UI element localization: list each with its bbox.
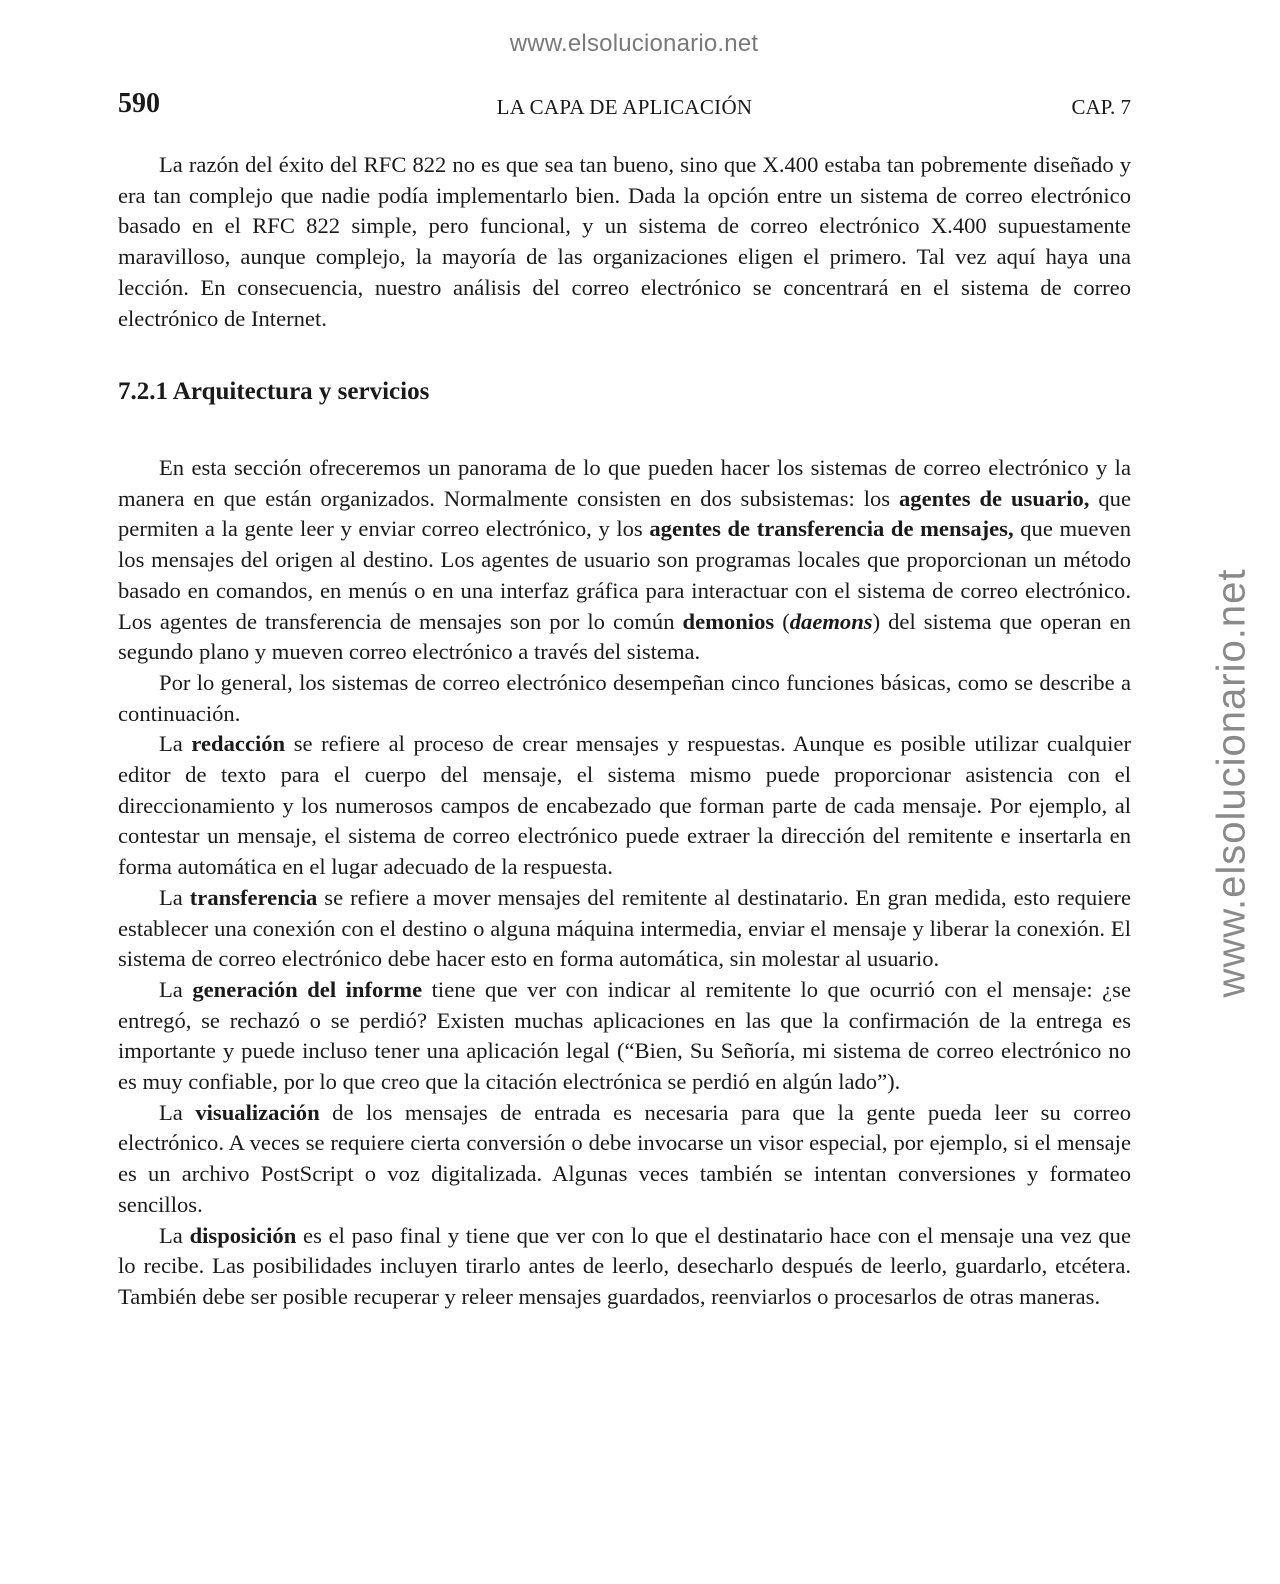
paragraph-architecture xyxy=(118,453,1131,668)
section-heading: 7.2.1 Arquitectura y servicios xyxy=(118,378,430,405)
paragraph-transferencia xyxy=(118,883,1131,975)
term-redaccion: redacción xyxy=(191,731,286,757)
text-run: que mueven los mensajes del origen al destino. Los agentes de usuario son programas locales que proporcionan un método basado en comandos, en menús o en una interfaz gráfica para interactuar con el sistema de correo electrónico. Los agentes de transferencia de mensajes son por lo común xyxy=(118,516,1131,634)
term-daemons: daemons xyxy=(789,608,873,634)
watermark-top: www.elsolucionario.net xyxy=(509,30,759,57)
intro-paragraph: La razón del éxito del RFC 822 no es que sea tan bueno, sino que X.400 estaba tan pobremente diseñado y era tan complejo que nadie podía implementarlo bien. Dada la opción entre un sistema de correo electrónico basado en el RFC 822 simple, pero funcional, y un sistema de correo electrónico X.400 supuestamente maravilloso, aunque complejo, la mayoría de las organizaciones eligen el primero. Tal vez aquí haya una lección. En consecuencia, nuestro análisis del correo electrónico se concentrará en el sistema de correo electrónico de Internet. xyxy=(118,152,1131,331)
text-run: que permiten a la gente leer y enviar correo electrónico, y los xyxy=(118,485,1131,542)
intro-text xyxy=(118,150,1131,334)
paragraph-informe xyxy=(118,975,1131,1098)
watermark-side: www.elsolucionario.net xyxy=(1209,568,1254,998)
text-run: La xyxy=(159,731,192,757)
term-message-transfer-agents: agentes de transferencia de mensajes, xyxy=(649,516,1014,542)
section-body xyxy=(118,453,1131,1313)
running-head xyxy=(118,88,1131,128)
term-transferencia: transferencia xyxy=(189,884,318,910)
term-demonios: demonios xyxy=(682,608,775,634)
text-run: se refiere al proceso de crear mensajes y respuestas. Aunque es posible utilizar cualquier editor de texto para el cuerpo del mensaje, el sistema mismo puede proporcionar asistencia con el direccionamiento y los numerosos campos de encabezado que forman parte de cada mensaje. Por ejemplo, al contestar un mensaje, el sistema de correo electrónico puede extraer la dirección del remitente e insertarla en forma automática en el lugar adecuado de la respuesta. xyxy=(118,731,1131,880)
term-user-agents: agentes de usuario, xyxy=(899,485,1090,511)
text-run: La xyxy=(159,976,193,1002)
text-run: En esta sección ofreceremos un panorama de lo que pueden hacer los sistemas de correo electrónico y la manera en que están organizados. Normalmente consisten en dos subsistemas: los xyxy=(118,455,1131,511)
text-run: La xyxy=(159,1099,196,1125)
paragraph-functions-intro: Por lo general, los sistemas de correo electrónico desempeñan cinco funciones básicas, como se describe a continuación. xyxy=(118,669,1131,726)
paragraph-disposicion xyxy=(118,1221,1131,1313)
page-number: 590 xyxy=(118,88,160,119)
term-visualizacion: visualización xyxy=(195,1099,320,1125)
text-run: ) del sistema que operan en segundo plano y mueven correo electrónico a través del sistema. xyxy=(118,608,1131,665)
chapter-title: LA CAPA DE APLICACIÓN xyxy=(496,95,753,119)
text-run: se refiere a mover mensajes del remitente al destinatario. En gran medida, esto requiere establecer una conexión con el destino o alguna máquina intermedia, enviar el mensaje y liberar la conexión. El sistema de correo electrónico debe hacer esto en forma automática, sin molestar al usuario. xyxy=(118,884,1131,972)
text-run: tiene que ver con indicar al remitente lo que ocurrió con el mensaje: ¿se entregó, se rechazó o se perdió? Existen muchas aplicaciones en las que la confirmación de la entrega es importante y puede incluso tener una aplicación legal (“Bien, Su Señoría, mi sistema de correo electrónico no es muy confiable, por lo que creo que la citación electrónica se perdió en algún lado”). xyxy=(118,976,1131,1095)
term-generacion-informe: generación del informe xyxy=(192,976,423,1002)
text-run: es el paso final y tiene que ver con lo que el destinatario hace con el mensaje una vez que lo recibe. Las posibilidades incluyen tirarlo antes de leerlo, desecharlo después de leerlo, guardarlo, etcétera. También debe ser posible recuperar y releer mensajes guardados, reenviarlos o procesarlos de otras maneras. xyxy=(118,1222,1131,1309)
text-run: de los mensajes de entrada es necesaria para que la gente pueda leer su correo electrónico. A veces se requiere cierta conversión o debe invocarse un visor especial, por ejemplo, si el mensaje es un archivo PostScript o voz digitalizada. Algunas veces también se intentan conversiones y formateo sencillos. xyxy=(118,1099,1131,1217)
chapter-reference: CAP. 7 xyxy=(1071,95,1131,119)
paragraph-visualizacion xyxy=(118,1098,1131,1221)
term-disposicion: disposición xyxy=(189,1222,297,1248)
text-run: ( xyxy=(774,608,790,634)
paragraph-redaccion xyxy=(118,729,1131,883)
text-run: La xyxy=(159,884,190,910)
text-run: La xyxy=(159,1222,190,1248)
